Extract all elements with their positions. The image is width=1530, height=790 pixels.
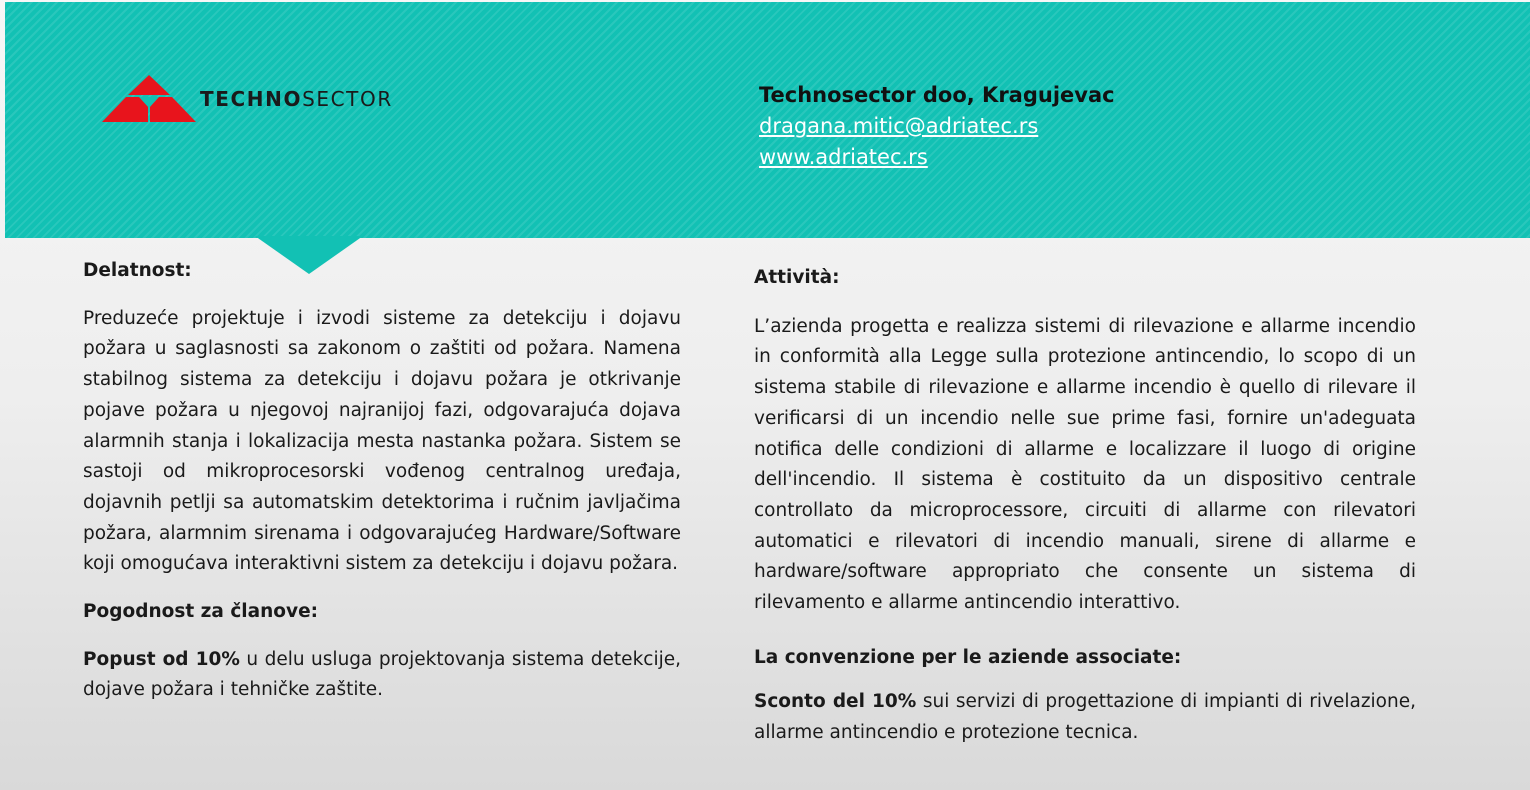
discount-label-sr: Popust od 10% — [83, 648, 240, 670]
activity-heading-sr: Delatnost: — [83, 260, 192, 281]
logo-text-bold: TECHNO — [200, 87, 303, 111]
website-link[interactable]: www.adriatec.rs — [759, 145, 928, 169]
logo-text-light: SECTOR — [302, 87, 393, 111]
company-logo — [102, 75, 393, 123]
logo-wordmark — [200, 89, 393, 109]
serbian-column — [83, 256, 681, 706]
benefit-heading-it: La convenzione per le aziende associate: — [754, 646, 1182, 668]
italian-column — [754, 263, 1416, 749]
activity-text-it: L’azienda progetta e realizza sistemi di rilevazione e allarme incendio in conformità alla Legge sulla protezione antincendio, lo scopo di un sistema stabile di rilevazione e allarme incendio è quello di rilevare il verificarsi di un incendio nelle sue prime fasi, fornire un'adeguata notifica delle condizioni di allarme e localizzare il luogo di origine dell'incendio. Il sistema è costituito da un dispositivo centrale controllato da microprocessore, circuiti di allarme con rilevatori automatici e rilevatori di incendio manuali, sirene di allarme e hardware/software appropriato che consente un sistema di rilevamento e allarme antincendio interattivo. — [754, 315, 1416, 614]
activity-text-sr: Preduzeće projektuje i izvodi sisteme za detekciju i dojavu požara u saglasnosti sa zakonom o zaštiti od požara. Namena stabilnog sistema za detekciju i dojavu požara je otkrivanje pojave požara u njegovoj najranijoj fazi, odgovarajuća dojava alarmnih stanja i lokalizacija mesta nastanka požara. Sistem se sastoji od mikroprocesorski vođenog centralnog uređaja, dojavnih petlji sa automatskim detektorima i ručnim javljačima požara, alarmnim sirenama i odgovarajućeg Hardware/Software koji omogućava interaktivni sistem za detekciju i dojavu požara. — [83, 307, 681, 575]
discount-label-it: Sconto del 10% — [754, 691, 917, 713]
logo-triangles-icon — [102, 75, 196, 123]
benefit-text-it — [754, 687, 1416, 748]
contact-block — [759, 80, 1115, 173]
benefit-text-sr — [83, 645, 681, 706]
company-name: Technosector doo, Kragujevac — [759, 83, 1115, 107]
benefit-heading-sr: Pogodnost za članove: — [83, 601, 319, 623]
header-band — [5, 2, 1530, 238]
email-link[interactable]: dragana.mitic@adriatec.rs — [759, 114, 1039, 138]
benefit-detail-sr: u delu usluga projektovanja sistema detekcije, dojave požara i tehničke zaštite. — [83, 648, 681, 701]
benefit-detail-it: sui servizi di progettazione di impianti di rivelazione, allarme antincendio e protezione tecnica. — [754, 691, 1416, 744]
activity-heading-it: Attività: — [754, 267, 840, 288]
